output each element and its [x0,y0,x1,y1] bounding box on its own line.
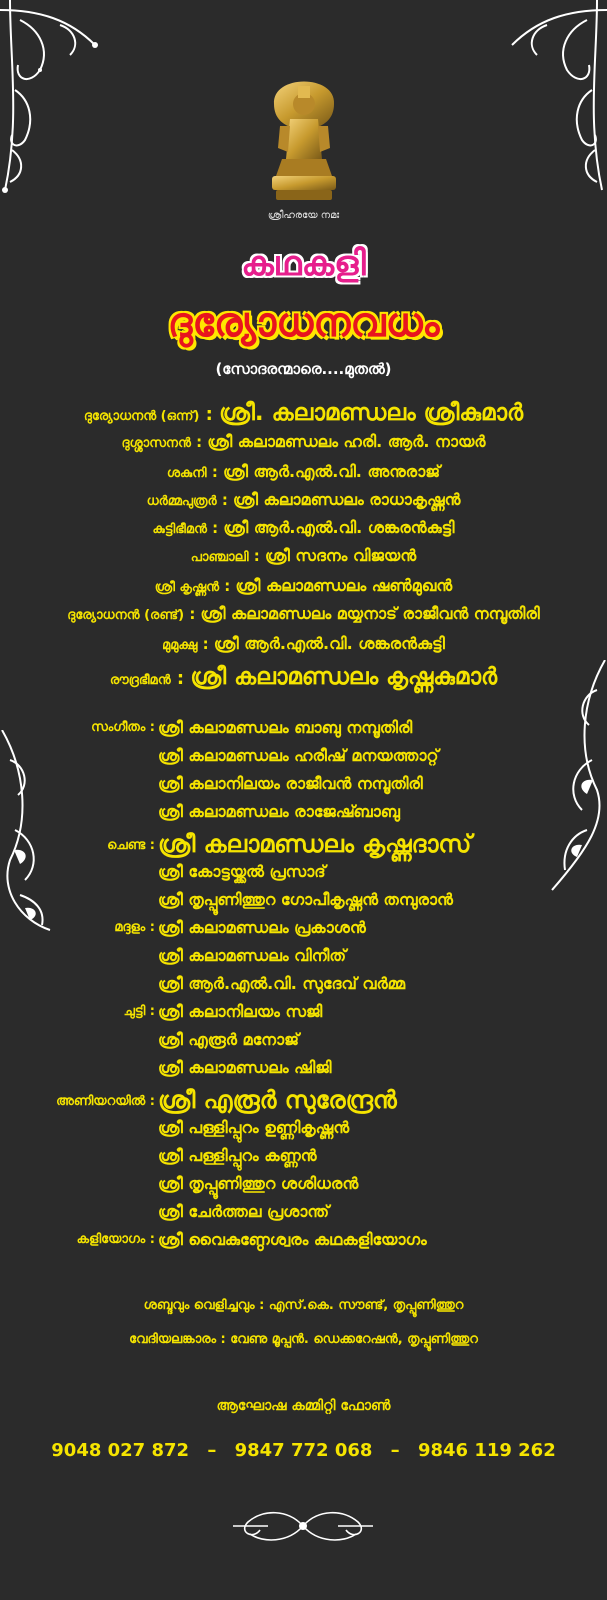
crew-role-text: മദ്ദളം [114,920,146,935]
separator: : [190,433,208,451]
separator: : [145,838,155,853]
cast-artist-name: ശ്രീ കലാമണ്ഡലം മയ്യനാട് രാജീവൻ നമ്പൂതിരി [200,604,540,623]
crew-role-label [107,838,155,853]
separator: : [219,577,236,595]
crew-role-text: ചുട്ടി [123,1004,146,1019]
cast-artist-name: ശ്രീ. കലാമണ്ഡലം ശ്രീകുമാർ [219,400,524,426]
art-form-title: കഥകളി [241,244,366,284]
cast-role: കുട്ടിഭീമൻ [152,522,207,537]
phone-numbers [0,1440,607,1461]
crew-role-text: കളിയോഗം [76,1232,146,1247]
crew-artist-name: ശ്രീ കലാമണ്ഡലം പ്രകാശൻ [158,918,366,937]
cast-row [0,490,607,510]
crew-role-label [77,1232,155,1247]
crew-artist-name: ശ്രീ കലാമണ്ഡലം ബാബു നമ്പൂതിരി [158,718,413,737]
cast-role: പാഞ്ചാലി [190,550,249,565]
play-title: ദുര്യോധനവധം [167,300,440,346]
separator: : [199,404,220,425]
cast-artist-name: ശ്രീ ആർ.എൽ.വി. അനുരാജ് [223,462,441,481]
crew-artist-name: ശ്രീ കലാമണ്ഡലം കൃഷ്ണദാസ് [158,830,472,858]
crew-artist-name: ശ്രീ കലാമണ്ഡലം ഹരീഷ് മനയത്താറ്റ് [158,746,439,765]
cast-row [0,518,607,538]
crew-artist-name: ശ്രീ പള്ളിപ്പുറം കണ്ണൻ [158,1146,317,1165]
phone-number-1: 9048 027 872 [51,1440,190,1461]
crew-role-label [114,920,155,935]
cast-row [0,664,607,690]
cast-artist-name: ശ്രീ കലാമണ്ഡലം രാധാകൃഷ്ണൻ [233,490,461,509]
cast-role: ദുര്യോധനൻ (ഒന്ന്) [83,409,200,424]
cast-row [0,400,607,426]
separator: : [206,463,224,481]
crew-artist-name: ശ്രീ തൃപ്പൂണിത്തുറ ഗോപീകൃഷ്ണൻ തമ്പുരാൻ [158,890,453,909]
invocation-text: ശ്രീഹരയേ നമഃ [267,210,340,221]
crew-artist-name: ശ്രീ കലാനിലയം സജി [158,1002,323,1021]
crew-role-text: സംഗീതം [91,720,146,735]
phone-number-2: 9847 772 068 [234,1440,373,1461]
crew-artist-name: ശ്രീ കോട്ടയ്ക്കൽ പ്രസാദ് [158,862,326,881]
separator: : [170,668,191,689]
crew-role-label [56,1094,155,1109]
crew-artist-name: ശ്രീ കലാനിലയം രാജീവൻ നമ്പൂതിരി [158,774,423,793]
separator: : [184,605,201,623]
stage-decor-credit: വേദിയലങ്കാരം : വേണു മൂപ്പൻ. ഡെക്കറേഷൻ, തൃപ്പൂണിത്തുറ [129,1332,478,1347]
crew-artist-name: ശ്രീ കലാമണ്ഡലം രാജേഷ്ബാബു [158,802,400,821]
deity-idol-image [262,64,346,204]
cast-row [0,546,607,566]
committee-phone-label: ആഘോഷ കമ്മിറ്റി ഫോൺ [216,1398,391,1414]
separator: : [216,491,234,509]
cast-role: ദുര്യോധനൻ (രണ്ട്) [67,608,185,623]
cast-artist-name: ശ്രീ കലാമണ്ഡലം കൃഷ്ണകുമാർ [190,664,498,690]
bottom-floral-divider-icon [228,1504,378,1548]
separator: : [197,635,214,653]
cast-artist-name: ശ്രീ കലാമണ്ഡലം ഹരി. ആർ. നായർ [207,432,486,451]
crew-artist-name: ശ്രീ കലാമണ്ഡലം വിനീത് [158,946,347,965]
cast-row [0,604,607,624]
cast-artist-name: ശ്രീ സദനം വിജയൻ [265,546,417,565]
crew-role-text: അണിയറയിൽ [56,1094,146,1109]
separator: : [145,1094,155,1109]
separator: : [145,1004,155,1019]
right-side-floral-ornament [537,660,607,900]
crew-artist-name: ശ്രീ പള്ളിപ്പുറം ഉണ്ണികൃഷ്ണൻ [158,1118,350,1137]
phone-separator: – [207,1440,217,1461]
cast-row [0,432,607,452]
cast-role: മുമുക്ഷു [162,638,198,653]
sound-light-credit: ശബ്ദവും വെളിച്ചവും : എസ്.കെ. സൗണ്ട്, തൃപ്പൂണിത്തുറ [143,1298,464,1313]
cast-role: ധർമ്മപുത്രർ [146,494,217,509]
phone-separator: – [390,1440,400,1461]
cast-role: രൗദ്രഭീമൻ [109,673,171,688]
crew-artist-name: ശ്രീ വൈകുണ്ഠേശ്വരം കഥകളിയോഗം [158,1230,427,1249]
phone-number-3: 9846 119 262 [417,1440,556,1461]
top-left-floral-ornament [0,0,110,200]
crew-artist-name: ശ്രീ ചേർത്തല പ്രശാന്ത് [158,1202,330,1221]
cast-row [0,462,607,482]
separator: : [145,920,155,935]
cast-role: ദുശ്ശാസനൻ [121,436,191,451]
separator: : [145,1232,155,1247]
cast-row [0,634,607,654]
separator: : [145,720,155,735]
cast-role: ശ്രീ കൃഷ്ണൻ [154,580,220,595]
top-right-floral-ornament [497,0,607,200]
left-side-floral-ornament [0,730,60,940]
crew-artist-name: ശ്രീ കലാമണ്ഡലം ഷിജി [158,1058,332,1077]
separator: : [248,547,265,565]
crew-role-text: ചെണ്ട [107,838,146,853]
crew-artist-name: ശ്രീ തൃപ്പൂണിത്തുറ ശശിധരൻ [158,1174,359,1193]
crew-artist-name: ശ്രീ എരൂർ സുരേന്ദ്രൻ [158,1086,397,1114]
crew-artist-name: ശ്രീ എരൂർ മനോജ് [158,1030,299,1049]
cast-row [0,576,607,596]
cast-artist-name: ശ്രീ കലാമണ്ഡലം ഷൺമുഖൻ [235,576,453,595]
crew-role-label [91,720,155,735]
cast-artist-name: ശ്രീ ആർ.എൽ.വി. ശങ്കരൻകുട്ടി [223,518,455,537]
crew-role-label [124,1004,155,1019]
separator: : [206,519,224,537]
cast-role: ശകുനി [166,466,207,481]
cast-artist-name: ശ്രീ ആർ.എൽ.വി. ശങ്കരൻകുട്ടി [213,634,445,653]
crew-artist-name: ശ്രീ ആർ.എൽ.വി. സുദേവ് വർമ്മ [158,974,406,993]
play-subtitle: (സോദരന്മാരെ....മുതൽ) [215,360,392,378]
